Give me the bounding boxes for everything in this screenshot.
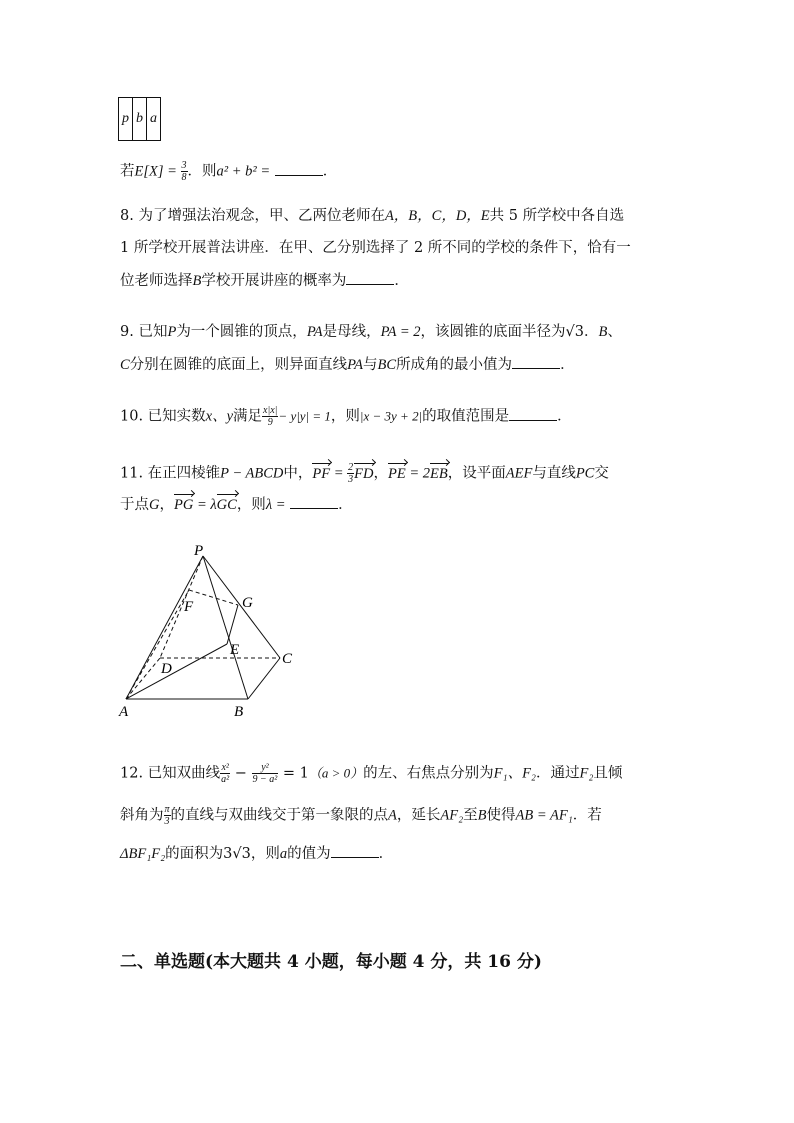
pyramid-figure	[110, 538, 310, 723]
question-8-line-2: 1 所学校开展普法讲座．在甲、乙分别选择了 2 所不同的学校的条件下，恰有一	[120, 240, 631, 256]
answer-blank[interactable]	[509, 406, 557, 421]
line-eg	[227, 605, 238, 644]
edge-ad	[126, 658, 160, 699]
question-9-line-1: 9. 已知P为一个圆锥的顶点，PA是母线，PA = 2，该圆锥的底面半径为√3．B、	[120, 324, 622, 340]
answer-blank[interactable]	[290, 494, 338, 509]
vector-pg: PG	[173, 497, 194, 513]
edge-pb	[203, 556, 248, 699]
label-p: P	[194, 543, 204, 559]
fraction: $\frac{3}{8}$	[181, 160, 187, 183]
label-b: B	[234, 704, 244, 720]
label-d: D	[161, 661, 172, 677]
question-10-line: 10. 已知实数x、y满足 $\frac{x|x|}{9}$ − y|y| = 1，则|x − 3y + 2|的取值范围是 ．	[120, 405, 572, 428]
question-9-line-2: C分别在圆锥的底面上，则异面直线PA与BC所成角的最小值为 ．	[120, 354, 575, 375]
question-12-line-2: 斜角为 $\frac{\pi}{3}$ 的直线与双曲线交于第一象限的点A，延长AF₂至B使得AB = AF₁．若	[120, 804, 602, 827]
section-heading: 二、单选题(本大题共 4 小题，每小题 4 分，共 16 分)	[120, 952, 542, 972]
edge-bc	[248, 658, 280, 699]
vector-gc: GC	[216, 497, 237, 513]
fraction: $\frac{\text{y²}}{\text{9 − a²}}$	[252, 762, 278, 785]
distribution-table	[118, 97, 161, 141]
label-a: A	[119, 704, 129, 720]
label-c: C	[282, 651, 293, 667]
question-12-line-1: 12. 已知双曲线 $\frac{\text{x²}}{\text{a²}}$ − $\frac{\text{y²}}{\text{9 − a²}}$ = 1（a > 0）的左、右焦点分别为F₁、F₂．通过F₂且倾	[120, 762, 623, 785]
vector-pf: PF	[312, 465, 331, 482]
line-af	[126, 590, 189, 699]
answer-blank[interactable]	[512, 354, 560, 369]
label-f: F	[184, 599, 194, 615]
table-cell: p	[119, 98, 133, 141]
answer-blank[interactable]	[275, 161, 323, 176]
answer-blank[interactable]	[346, 270, 394, 285]
label-g: G	[242, 595, 253, 611]
vector-pe: PE	[388, 465, 406, 482]
question-7-line: 若E[X] = $\frac{3}{8}$ ．则a² + b² = ．	[120, 160, 338, 183]
question-11-line-2: 于点G，PG = λGC，则λ = ．	[120, 494, 353, 515]
vector-eb: EB	[430, 465, 448, 482]
answer-blank[interactable]	[331, 843, 379, 858]
fraction: $\frac{\pi}{3}$	[164, 804, 170, 827]
question-8-line-3: 位老师选择B学校开展讲座的概率为 ．	[120, 270, 409, 291]
question-11-line-1: 11. 在正四棱锥P − ABCD中，PF = $\frac{2}{3}$ FD，PE = 2EB，设平面AEF与直线PC交	[120, 462, 609, 485]
question-8-line-1: 8. 为了增强法治观念，甲、乙两位老师在A，B，C，D，E共 5 所学校中各自选	[120, 208, 625, 224]
label-e: E	[230, 642, 240, 658]
fraction: $\frac{\text{x²}}{\text{a²}}$	[221, 762, 230, 785]
fraction: $\frac{2}{3}$	[348, 462, 354, 485]
question-12-line-3: ΔBF₁F₂的面积为3√3，则a的值为 ．	[120, 843, 393, 864]
edge-pd	[160, 556, 203, 658]
table-cell: a	[147, 98, 161, 141]
fraction: $\frac{x|x|}{9}$	[263, 405, 278, 428]
vector-fd: FD	[354, 465, 374, 482]
table-cell: b	[133, 98, 147, 141]
